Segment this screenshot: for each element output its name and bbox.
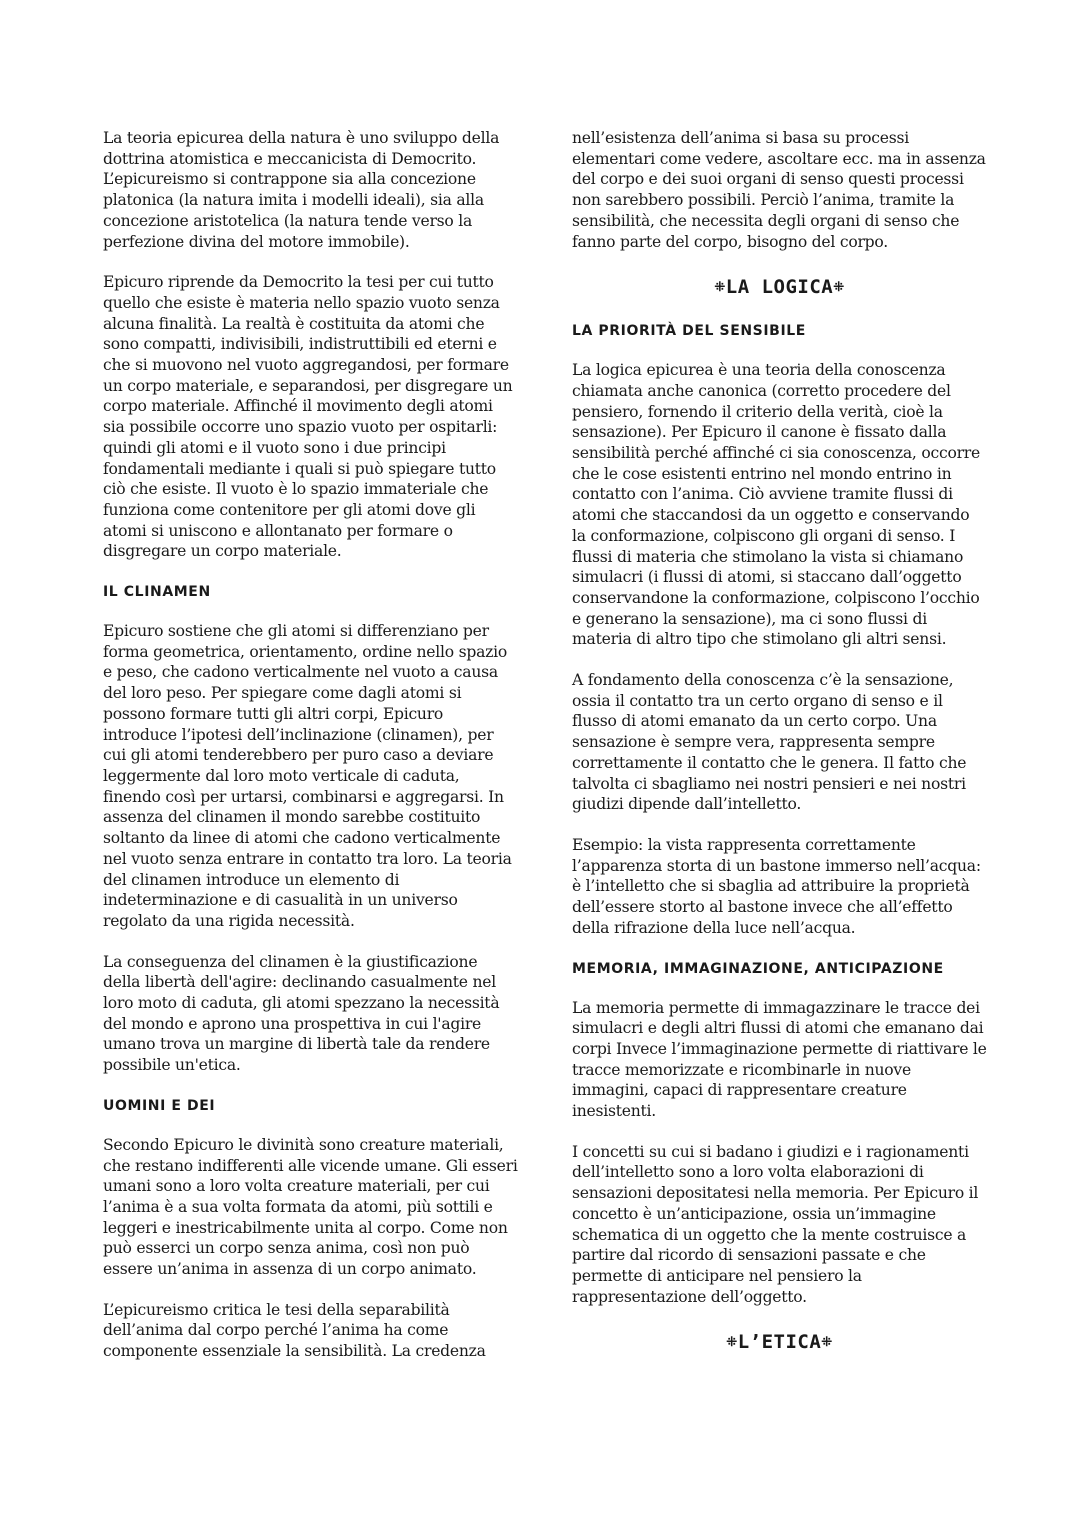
continuation-paragraph: nell’esistenza dell’anima si basa su processi elementari come vedere, ascoltare ecc. ma in assenza del corpo e dei suoi organi di senso questi processi non sarebbero possibili. Perciò l’anima, tramite la sensibilità, che necessita degli organi di senso che fanno parte del corpo, bisogno del corpo. (572, 129, 986, 251)
memoria-paragraph-2: I concetti su cui si badano i giudizi e i ragionamenti dell’intelletto sono a loro volta elaborazioni di sensazioni depositatesi nella memoria. Per Epicuro il concetto è un’anticipazione, ossia un’immagine schematica di un oggetto che la mente costruisce a partire dal ricordo di sensazioni passate e che permette di anticipare nel pensiero la rappresentazione dell’oggetto. (572, 1142, 979, 1306)
right-column (572, 128, 987, 1358)
logica-section-title (572, 272, 987, 303)
clinamen-heading: IL CLINAMEN (103, 584, 211, 601)
memoria-paragraph-1: La memoria permette di immagazzinare le tracce dei simulacri e degli altri flussi di atomi che emanano dai corpi Invece l’immaginazione permette di riattivare le tracce memorizzate e ricombinarle in nuove immagini, capaci di rappresentare creature inesistenti. (572, 998, 987, 1121)
priorita-paragraph-3: Esempio: la vista rappresenta correttamente l’apparenza storta di un bastone immerso nell’acqua: è l’intelletto che si sbaglia ad attribuire la proprietà dell’essere storto al bastone invece che all’effetto della rifrazione della luce nell’acqua. (572, 835, 981, 937)
memoria-heading: MEMORIA, IMMAGINAZIONE, ANTICIPAZIONE (572, 960, 944, 977)
intro-paragraph-1: La teoria epicurea della natura è uno sviluppo della dottrina atomistica e meccanicista di Democrito. L’epicureismo si contrappone sia alla concezione platonica (la natura imita i modelli ideali), sia alla concezione aristotelica (la natura tende verso la perfezione divina del motore immobile). (103, 129, 500, 251)
uomini-dei-paragraph-1: Secondo Epicuro le divinità sono creature materiali, che restano indifferenti alle vicende umane. Gli esseri umani sono a loro volta creature materiali, per cui l’anima è a sua volta formata da atomi, più sottili e leggeri e inestricabilmente unita al corpo. Come non può esserci un corpo senza anima, così non può essere un’anima in assenza di un corpo animato. (103, 1135, 518, 1279)
intro-paragraph-2: Epicuro riprende da Democrito la tesi per cui tutto quello che esiste è materia nello spazio vuoto senza alcuna finalità. La realtà è costituita da atomi che sono compatti, indivisibili, indistruttibili ed eterni e che si muovono nel vuoto aggregandosi, per formare un corpo materiale, e separandosi, per disgregare un corpo materiale. Affinché il movimento degli atomi sia possibile occorre uno spazio vuoto per ospitarli: quindi gli atomi e il vuoto sono i due principi fondamentali mediante i quali si può spiegare tutto ciò che esiste. Il vuoto è lo spazio immateriale che funziona come contenitore per gli atomi dove gli atomi si uniscono e allontanato per formare o disgregare un corpo materiale. (103, 273, 513, 561)
priorita-paragraph-1: La logica epicurea è una teoria della conoscenza chiamata anche canonica (corretto procedere del pensiero, fornendo il criterio della verità, cioè la sensazione). Per Epicuro il canone è fissato dalla sensibilità perché affinché ci sia conoscenza, occorre che le cose esistenti entrino nel mondo entrino in contatto con l’anima. Ciò avviene tramite flussi di atomi che staccandosi da un oggetto e conservando la conformazione, colpiscono gli organi di senso. I flussi di materia che stimolano la vista si chiamano simulacri (i flussi di atomi, si staccano dall’oggetto conservandone la conformazione, colpiscono l’occhio e generano la sensazione), ma ci sono flussi di materia di altro tipo che stimolano gli altri sensi. (572, 361, 980, 649)
right-ornament-icon: ⁜ (821, 1335, 833, 1351)
logica-title-text: LA LOGICA (725, 276, 834, 299)
etica-title-text: L’ETICA (737, 1331, 822, 1354)
left-column (103, 128, 518, 1382)
priorita-paragraph-2: A fondamento della conoscenza c’è la sensazione, ossia il contatto tra un certo organo di senso e il flusso di atomi emanato da un certo corpo. Una sensazione è sempre vera, rappresenta sempre correttamente il contatto che le genera. Il fatto che talvolta ci sbagliamo nei nostri pensieri e nei nostri giudizi dipende dall’intelletto. (572, 671, 967, 814)
uomini-dei-paragraph-2: L’epicureismo critica le tesi della separabilità dell’anima dal corpo perché l’anima ha come componente essenziale la sensibilità. La credenza (103, 1300, 486, 1361)
left-ornament-icon: ⁜ (714, 280, 726, 296)
right-ornament-icon: ⁜ (833, 280, 845, 296)
clinamen-paragraph-2: La conseguenza del clinamen è la giustificazione della libertà dell'agire: declinando casualmente nel loro moto di caduta, gli atomi spezzano la necessità del mondo e aprono una prospettiva in cui l'agire umano trova un margine di libertà tale da rendere possibile un'etica. (103, 952, 500, 1075)
clinamen-paragraph-1: Epicuro sostiene che gli atomi si differenziano per forma geometrica, orientamento, ordine nello spazio e peso, che cadono verticalmente nel vuoto a causa del loro peso. Per spiegare come dagli atomi si possono formare tutti gli altri corpi, Epicuro introduce l’ipotesi dell’inclinazione (clinamen), per cui gli atomi tenderebbero per puro caso a deviare leggermente dal loro moto verticale di caduta, finendo così per urtarsi, combinarsi e aggregarsi. In assenza del clinamen il mondo sarebbe costituito soltanto da linee di atomi che cadono verticalmente nel vuoto senza entrare in contatto tra loro. La teoria del clinamen introduce un elemento di indeterminazione e di casualità in un universo regolato da una rigida necessità. (103, 622, 512, 930)
priorita-heading: LA PRIORITÀ DEL SENSIBILE (572, 323, 806, 340)
uomini-dei-heading: UOMINI E DEI (103, 1097, 216, 1114)
etica-section-title (572, 1327, 987, 1358)
left-ornament-icon: ⁜ (726, 1335, 738, 1351)
